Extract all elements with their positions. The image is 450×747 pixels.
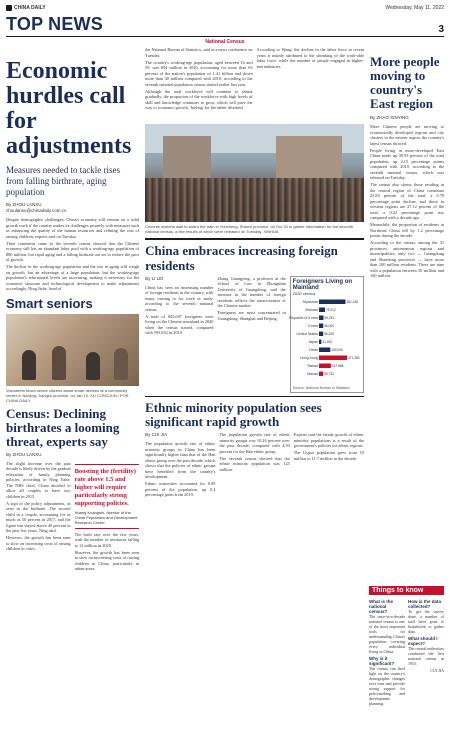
chart-category-label: Macao — [306, 371, 318, 376]
things-question: What should I expect? — [408, 636, 438, 646]
things-col1 — [369, 597, 405, 706]
divider — [145, 396, 364, 398]
things-answer: The central authorities conducted the first national census in 1953. — [408, 646, 444, 666]
chart-bar — [319, 307, 325, 312]
chart-bar — [319, 315, 323, 320]
chart-bar — [319, 371, 323, 376]
logo-icon — [6, 5, 12, 11]
chart-bar — [319, 331, 323, 336]
things-to-know-box — [369, 586, 444, 706]
chart-category-label: Republic of Korea — [289, 315, 318, 320]
things-question: What is the national census? — [369, 599, 394, 614]
photo-figure — [22, 350, 36, 380]
east-region-paragraph: More Chinese people are moving to economically developed regions and city clusters in the eastern region, the country's latest census showed. — [370, 124, 444, 146]
census-body-col1 — [6, 461, 71, 574]
foreign-byline: By LI LEI — [145, 275, 164, 281]
things-title: Things to know — [369, 586, 444, 595]
chart-value-label: 31,200 — [322, 339, 332, 344]
lead-paragraph: Their comments came as the seventh census showed that the Chinese economy still has an abundant labor pool with a working-age population of 880 million, but rapid aging and a falling birthrate are set to reduce the pace of growth. — [6, 240, 140, 262]
ethnic-headline: Ethnic minority population sees significant rapid growth — [145, 400, 322, 429]
census-paragraph: However, the growth has been seen to slow on increasing costs of raising children in cities. — [6, 535, 71, 551]
census-paragraph: The slight increase over the past decade is likely driven by the gradual relaxation of family planning policies, according to Ning Jizhe. The NBS chief. China decided to allow all couples to have two children in 2015. — [6, 460, 71, 499]
foreign-paragraph: China has seen an increasing number of foreign residents in the country, with many coming to for work or study, according to the seventh national census. — [145, 284, 214, 312]
lead-photo — [145, 124, 364, 222]
smart-seniors-photo — [6, 314, 139, 386]
ethnic-paragraph: Experts said the steady growth of ethnic minority populations is a result of the government's policies for ethnic regions. — [293, 432, 365, 448]
chart-title: Foreigners Living on Mainland — [292, 278, 353, 291]
photo-building — [276, 136, 342, 180]
lead-byline-email: zhoulanxu@chinadaily.com.cn — [6, 208, 67, 213]
chart-source: Source: National Bureau of Statistics — [292, 385, 350, 390]
lead-body-col1 — [6, 217, 139, 292]
ethnic-col1 — [145, 432, 215, 499]
chart-category-label: Other — [308, 347, 318, 352]
ethnic-paragraph: The population growth rate of ethnic minority groups was 10.26 percent over the past decade, compared with 4.93 percent for the Han ethnic group. — [219, 432, 290, 454]
foreign-col2 — [217, 276, 285, 393]
foreign-paragraph: Foreigners are most concentrated in Guangdong, Shanghai and Beijing. — [217, 310, 286, 321]
chart-value-label: 371,380 — [347, 355, 360, 360]
east-region-paragraph: Meanwhile, the proportion of residents in Northeast China fell by 1.2 percentage points during the decade. — [370, 222, 444, 238]
top-bar — [6, 4, 444, 12]
chart-subtitle: 2020 census — [292, 290, 316, 296]
chart-bar — [319, 299, 345, 304]
east-region-paragraph: People living in more-developed East China made up 39.93 percent of the total population, up 2.15 percentage points compared with 2010, according to the seventh national census, which was released on Tuesday. — [370, 147, 444, 180]
ethnic-paragraph: The Uygur population grew from 10 million to 11.7 million in the decade. — [293, 450, 365, 461]
chart-bar — [319, 355, 347, 360]
photo-crowd — [145, 178, 364, 222]
lead-paragraph: The decline in the working-age population and the rise in aging will weigh on growth, but an advantage of a large population, but the working-age population's educational levels are increasing, making it necessary for the economic structure and technological development to make adjustments accordingly, Ning Jizhe, head of — [6, 264, 140, 291]
lead-body-col3 — [257, 47, 364, 112]
photo-building — [163, 136, 211, 180]
photo-figure — [114, 348, 128, 380]
ethnic-col3 — [294, 432, 364, 499]
chart-value-label: 55,732 — [323, 371, 334, 376]
foreign-residents-body — [145, 276, 364, 393]
things-question: Why is it significant? — [369, 656, 395, 666]
chart-category-label: Myanmar — [302, 299, 318, 304]
census-body — [6, 461, 139, 574]
census-paragraph: However, the growth has been seen to slow on increasing costs of raising children in China, particularly in urban areas. — [74, 549, 140, 571]
masthead-logo — [6, 5, 46, 11]
east-region-byline: By ZHAO XINYING — [370, 115, 409, 120]
census-paragraph: A sign of the policy adjustments, as seen in the birthrate. The second child in a couple, accounting for as much as 50 percent in 2017, and the figure has stayed above 40 percent in the past few years, Ning said. — [6, 500, 71, 533]
chart-category-label: Vietnam — [304, 307, 318, 312]
lead-byline — [6, 202, 139, 214]
divider — [145, 238, 364, 240]
right-column — [370, 47, 444, 573]
section-title: TOP NEWS — [6, 14, 103, 34]
lead-paragraph: Despite demographic challenges, China's economy will remain on a solid growth track if the country makes its challenges properly with measures such as enhancing the quality of the human resources and refining the cost of raising children, experts said on Tuesday. — [6, 217, 140, 239]
east-region-paragraph: The census also shows those residing in the central region of China constitute 25.83 percent of the total, a 0.79 percentage point decline, and those in western regions are 27.12 percent of the total, a 0.22 percentage point rise compared with a decade ago. — [370, 182, 444, 220]
chart-category-label: Taiwan — [306, 363, 318, 368]
things-signoff: CUI JIA — [430, 668, 444, 673]
lead-photo-caption: Chinese workers wait to board the train in Yuncheng, Shanxi province, on Oct 30 to gather information for the seventh national census, a few results of which were released on Tuesday. XINHUA — [145, 224, 354, 234]
ethnic-body — [145, 432, 364, 499]
chart-value-label: 351,248 — [346, 299, 358, 304]
logo-text: CHINA DAILY — [14, 5, 46, 11]
foreign-paragraph: Zhang Guangying, a professor at the School of Law in Zhongshan University of Guangdong, said the increase in the number of foreign residents reflects the attractiveness of the Chinese market. — [217, 275, 286, 308]
foreign-col1 — [145, 276, 213, 393]
lead-body-col2 — [145, 47, 252, 112]
ethnic-paragraph: The seventh census showed that the ethnic minority population was 125 million. — [219, 455, 290, 472]
ethnic-paragraph: The population growth rate of ethnic minority groups in China has been significantly higher than that of the Han ethnic group over the past decade, which shows that the policies of ethnic groups have benefited from the country's development. — [145, 441, 216, 479]
things-answer: The census can shed light on the country's demographic changes over time and provide strong support for policymaking and development planning. — [369, 666, 405, 706]
lead-byline-name: By ZHOU LANXU — [6, 202, 42, 207]
chart-value-label: 157,886 — [331, 363, 344, 368]
lead-headline: Economic hurdles call for adjustments — [6, 58, 132, 159]
chart-category-label: Japan — [307, 339, 318, 344]
photo-figure — [86, 352, 100, 380]
census-body-col2-text — [75, 532, 140, 572]
chart-bar — [319, 323, 323, 328]
edition-label: National Census — [205, 39, 245, 45]
chart-value-label: 59,242 — [324, 315, 334, 320]
middle-column — [145, 47, 364, 573]
east-region-paragraph: According to the census, among the 31 provinces, autonomous regions and municipalities, only two — Guangdong and Shandong provinces — have more than 100 million residents. There are nine with a population between 50 million and 100 million. — [370, 240, 444, 278]
chart-bar — [319, 347, 330, 352]
chart-bar — [319, 363, 331, 368]
lead-paragraph: the National Bureau of Statistics, said at a news conference on Tuesday. — [145, 47, 253, 58]
section-header — [6, 14, 444, 37]
lead-paragraph: Although the total workforce will continue to shrink gradually, the proportion of the workforce with high levels of skill and knowledge continues to grow, which will pave the way to economic growth, 'fueling' for the talent dividend. — [145, 88, 253, 110]
foreign-residents-headline: China embraces increasing foreign residents — [145, 242, 338, 273]
chart-svg — [289, 296, 361, 380]
foreigners-chart — [290, 276, 364, 393]
census-body-col2 — [75, 461, 140, 574]
census-byline: By ZHOU LANXU — [6, 451, 42, 457]
pullquote — [75, 464, 140, 529]
chart-category-label: Korea — [308, 323, 318, 328]
left-column — [6, 47, 139, 573]
chart-bar — [319, 339, 321, 344]
pullquote-attribution: Huang Kuangshi, director of the China Population and Development Research Center — [74, 509, 138, 525]
lead-body-continued — [145, 47, 364, 112]
lead-deck: Measures needed to tackle rises from falling birthrate, aging population — [6, 165, 120, 197]
things-body — [369, 597, 444, 706]
chart-value-label: 150,000 — [331, 347, 343, 352]
census-paragraph: The birth rate over the few years, with the number of newborns falling to 12 million in 2020. — [74, 531, 140, 548]
photo-figure — [52, 346, 66, 380]
ethnic-col2 — [219, 432, 289, 499]
smart-seniors-label: Smart seniors — [6, 295, 93, 311]
foreign-paragraph: A total of 845,697 foreigners were living on the Chinese mainland in 2020 when the census started, compared with 593,832 in 2010. — [145, 313, 214, 335]
main-layout — [6, 47, 444, 573]
chart-value-label: 56,000 — [323, 323, 334, 328]
things-question: How is the data collected? — [408, 599, 442, 609]
date-line: Wednesday, May 11, 2022 — [385, 5, 444, 11]
smart-seniors-caption: Volunteers teach senior citizens about smart devices at a community center in Nanjing, Jiangsu province, on Jan 10. XU CONGJUN / FOR CHINA DAILY — [6, 387, 129, 403]
chart-category-label: Hong Kong — [299, 355, 318, 360]
ethnic-byline: By CUI JIA — [145, 432, 168, 437]
things-col2 — [408, 597, 444, 706]
chart-category-label: United States — [296, 331, 318, 336]
things-answer: The once-in-a-decade national census is one of the most important tools for understanding China's population, covering every individual living in China. — [369, 614, 405, 654]
east-region-body — [370, 124, 444, 279]
chart-value-label: 79,212 — [325, 307, 336, 312]
pullquote-text: Boosting the (fertility) rate above 1.5 and higher will require particularly strong supporting policies. — [74, 467, 136, 507]
lead-paragraph: According to Wang, the decline in the labor force in recent years is mainly attributed to the shrinking of the work-able labor force, while the number of people engaged in higher-end industries — [256, 47, 365, 69]
east-region-headline: More people moving to country's East region — [370, 54, 440, 111]
lead-paragraph: The country's working-age population, aged between 16 and 59, was 894 million in 2020, accounting for more than 63 percent of the nation's population of 1.41 billion and down more than 40 million compared with 2010, according to the seventh national population census started earlier last year. — [145, 59, 253, 87]
things-answer: To get the survey done, a number of staff have gone to households to gather data. — [408, 609, 444, 634]
page-number: 3 — [438, 24, 444, 35]
ethnic-paragraph: Ethnic minorities accounted for 8.89 percent of the population, up 0.4 percentage point from 2010. — [145, 481, 216, 497]
census-headline: Census: Declining birthrates a looming threat, experts say — [6, 405, 120, 449]
chart-value-label: 55,226 — [323, 331, 334, 336]
